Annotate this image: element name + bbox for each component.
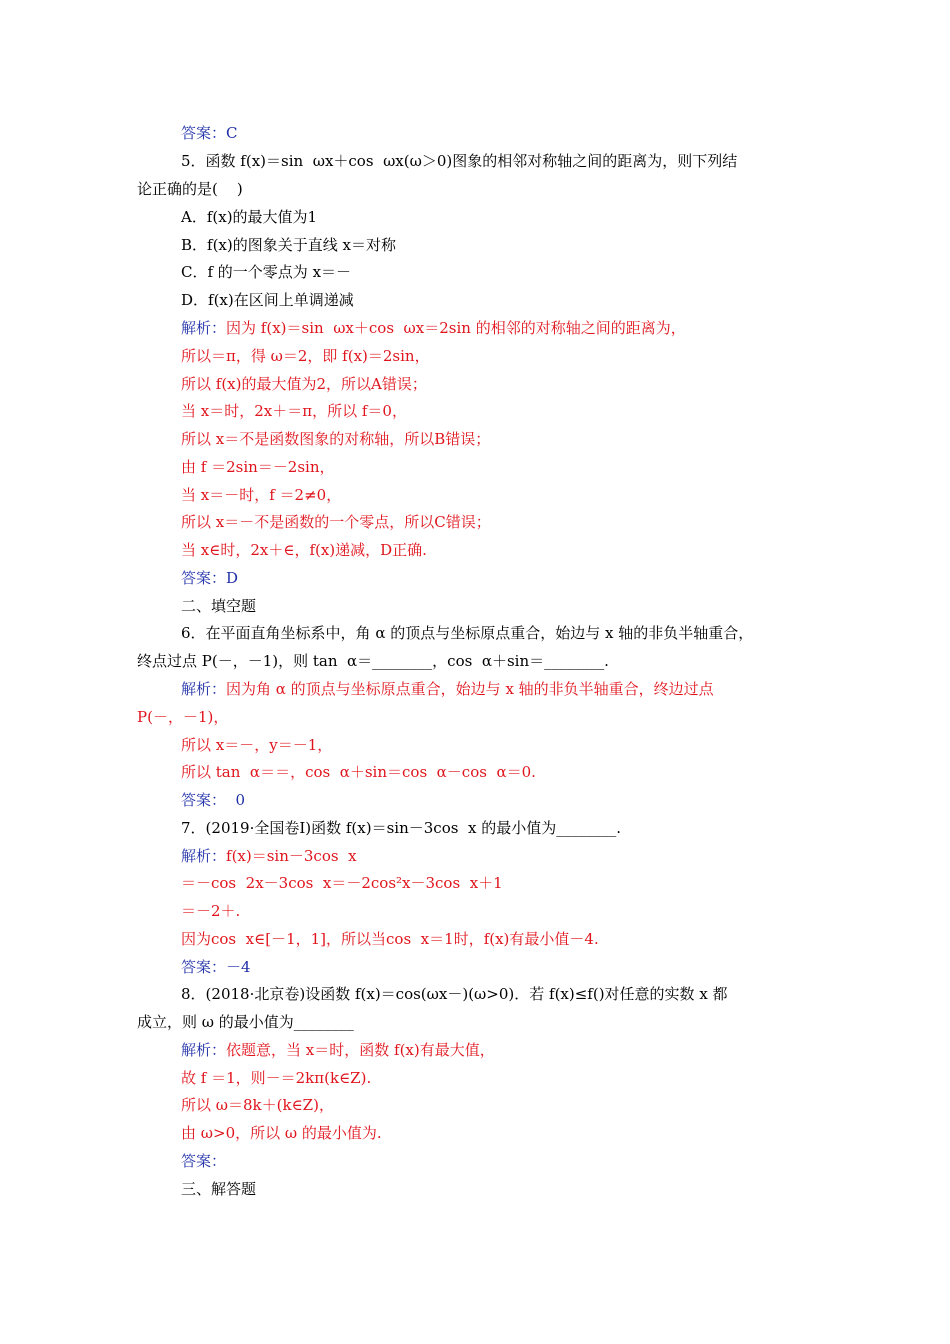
solution-prefix: 解析： xyxy=(181,1041,227,1059)
solution-line: ＝－2＋. xyxy=(181,902,241,920)
solution-line: 因为cos x∈[－1，1]，所以当cos x＝1时，f(x)有最小值－4. xyxy=(181,930,599,948)
question-6-stem: 6．在平面直角坐标系中，角 α 的顶点与坐标原点重合，始边与 x 轴的非负半轴重合， xyxy=(181,624,754,642)
solution-line: 所以 tan α＝＝，cos α＋sin＝cos α－cos α＝0. xyxy=(181,763,536,781)
solution-text: f(x)＝sin－3cos x xyxy=(226,847,357,865)
solution-line: 所以 f(x)的最大值为2，所以A错误； xyxy=(181,375,427,393)
solution-line: 当 x＝－时，f ＝2≠0， xyxy=(181,486,342,504)
solution-line xyxy=(181,318,686,338)
option-c: C．f 的一个零点为 x＝－ xyxy=(181,263,352,281)
answer-line: 答案：C xyxy=(181,124,238,142)
question-8-stem-cont: 成立，则 ω 的最小值为________ xyxy=(137,1013,354,1031)
solution-prefix: 解析： xyxy=(181,319,227,337)
solution-line: 故 f ＝1，则－＝2kπ(k∈Z). xyxy=(181,1069,372,1087)
question-6-stem-cont: 终点过点 P(－，－1)，则 tan α＝________，cos α＋sin＝________. xyxy=(137,652,609,670)
solution-line xyxy=(181,679,714,699)
solution-line xyxy=(181,1040,495,1060)
solution-line: 当 x∈时，2x＋∈，f(x)递减，D正确. xyxy=(181,541,427,559)
solution-line: 所以 x＝－不是函数的一个零点，所以C错误； xyxy=(181,513,491,531)
solution-text: 依题意，当 x＝时，函数 f(x)有最大值， xyxy=(226,1041,495,1059)
section-heading: 二、填空题 xyxy=(181,597,257,615)
answer-line: 答案： xyxy=(181,1152,227,1170)
solution-text: 因为 f(x)＝sin ωx＋cos ωx＝2sin 的相邻的对称轴之间的距离为， xyxy=(226,319,686,337)
option-b: B．f(x)的图象关于直线 x＝对称 xyxy=(181,236,396,254)
solution-line xyxy=(181,846,357,866)
solution-line: 由 ω>0，所以 ω 的最小值为. xyxy=(181,1124,382,1142)
question-5-stem-cont: 论正确的是( ) xyxy=(137,180,243,198)
solution-line: 当 x＝时，2x＋＝π，所以 f＝0， xyxy=(181,402,407,420)
question-5-stem: 5．函数 f(x)＝sin ωx＋cos ωx(ω＞0)图象的相邻对称轴之间的距离为，则下列结 xyxy=(181,152,738,170)
solution-text: 因为角 α 的顶点与坐标原点重合，始边与 x 轴的非负半轴重合，终边过点 xyxy=(226,680,714,698)
solution-prefix: 解析： xyxy=(181,847,227,865)
option-a: A．f(x)的最大值为1 xyxy=(181,208,318,226)
section-heading: 三、解答题 xyxy=(181,1180,257,1198)
solution-line: 所以 x＝不是函数图象的对称轴，所以B错误； xyxy=(181,430,491,448)
answer-line: 答案： 0 xyxy=(181,791,246,809)
option-d: D．f(x)在区间上单调递减 xyxy=(181,291,354,309)
answer-line: 答案：－4 xyxy=(181,958,251,976)
question-8-stem: 8．(2018·北京卷)设函数 f(x)＝cos(ωx－)(ω>0)．若 f(x)≤f()对任意的实数 x 都 xyxy=(181,985,728,1003)
answer-line: 答案：D xyxy=(181,569,239,587)
solution-line: 所以＝π，得 ω＝2，即 f(x)＝2sin， xyxy=(181,347,430,365)
solution-line: 所以 ω＝8k＋(k∈Z)， xyxy=(181,1096,334,1114)
solution-line: P(－，－1)， xyxy=(137,708,229,726)
solution-line: ＝－cos 2x－3cos x＝－2cos²x－3cos x＋1 xyxy=(181,874,503,892)
solution-line: 所以 x＝－，y＝－1， xyxy=(181,736,333,754)
question-7-stem: 7．(2019·全国卷Ⅰ)函数 f(x)＝sin－3cos x 的最小值为________. xyxy=(181,819,621,837)
solution-line: 由 f ＝2sin＝－2sin， xyxy=(181,458,335,476)
solution-prefix: 解析： xyxy=(181,680,227,698)
